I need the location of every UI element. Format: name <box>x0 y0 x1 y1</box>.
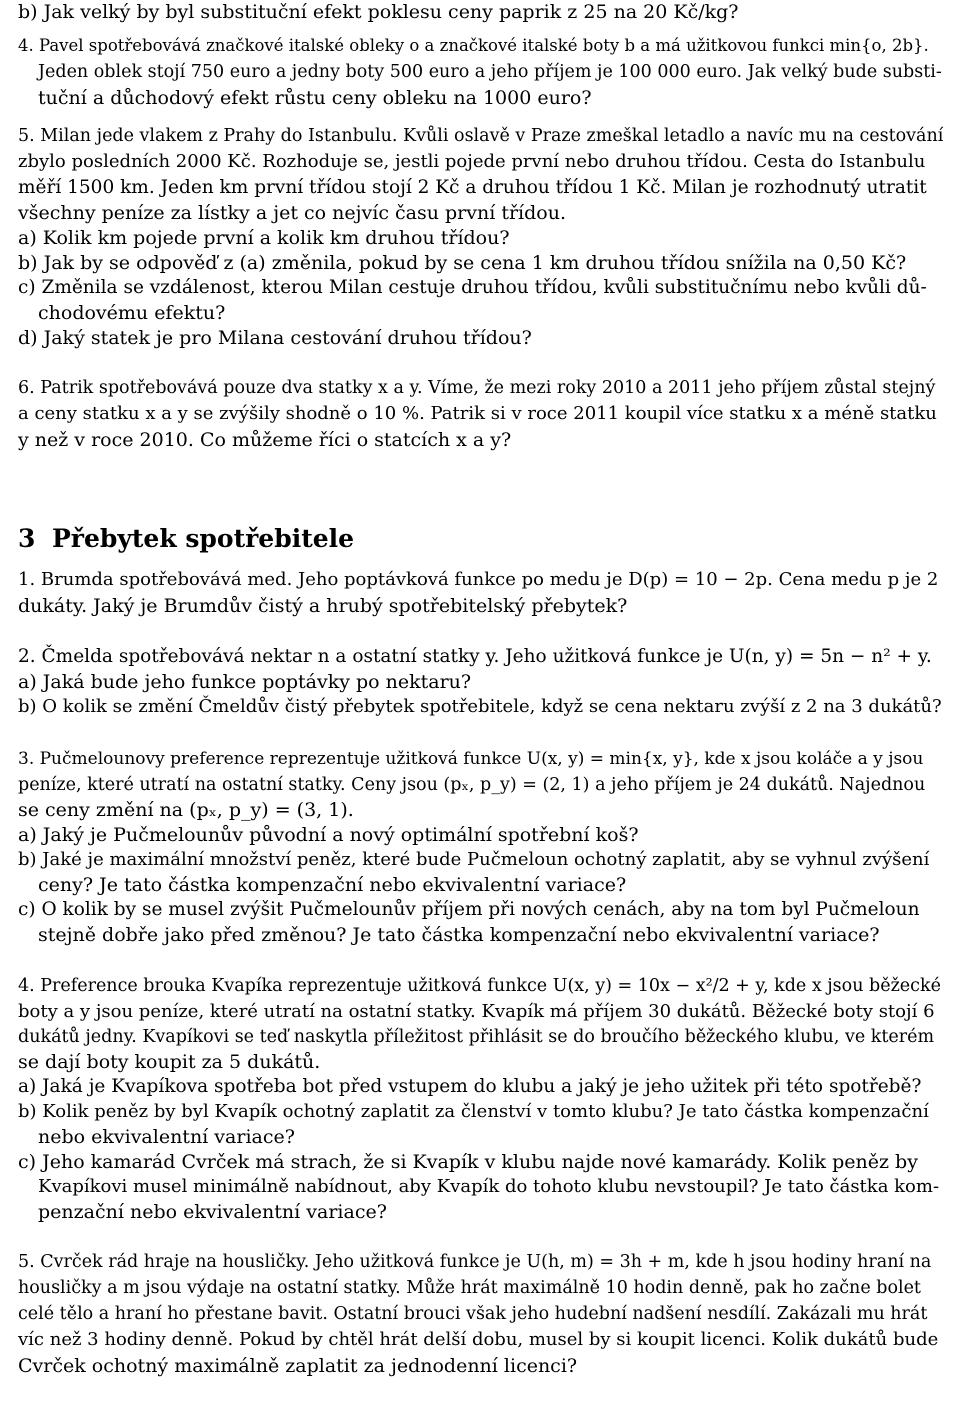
text-line: b) Jaké je maximální množství peněz, které bude Pučmeloun ochotný zaplatit, aby se vyhnul zvýšení <box>18 849 930 870</box>
text-line: všechny peníze za lístky a jet co nejvíc času první třídou. <box>18 202 566 224</box>
text-line: chodovému efektu? <box>38 302 226 324</box>
section-number: 3 <box>18 524 36 553</box>
section-title: Přebytek spotřebitele <box>52 524 355 553</box>
text-line: 3. Pučmelounovy preference reprezentuje užitková funkce U(x, y) = min{x, y}, kde x jsou koláče a y jsou <box>18 749 924 769</box>
text-line: c) Jeho kamarád Cvrček má strach, že si Kvapík v klubu najde nové kamarády. Kolik peněz by <box>18 1151 918 1173</box>
text-line: boty a y jsou peníze, které utratí na ostatní statky. Kvapík má příjem 30 dukátů. Běžecké boty stojí 6 <box>18 1001 935 1022</box>
text-line: se dají boty koupit za 5 dukátů. <box>18 1051 321 1073</box>
section-heading <box>18 524 354 554</box>
text-line: měří 1500 km. Jeden km první třídou stojí 2 Kč a druhou třídou 1 Kč. Milan je rozhodnutý utratit <box>18 177 927 198</box>
text-line: d) Jaký statek je pro Milana cestování druhou třídou? <box>18 327 532 349</box>
text-line: celé tělo a hraní ho přestane bavit. Ostatní brouci však jeho hudební nadšení nesdílí. Zakázali mu hrát <box>18 1304 928 1324</box>
text-line: a ceny statku x a y se zvýšily shodně o 10 %. Patrik si v roce 2011 koupil více statku x a méně statku <box>18 403 937 424</box>
text-line: 6. Patrik spotřebovává pouze dva statky x a y. Víme, že mezi roky 2010 a 2011 jeho příjem zůstal stejný <box>18 378 936 398</box>
text-line: tuční a důchodový efekt růstu ceny obleku na 1000 euro? <box>38 87 592 109</box>
text-line: nebo ekvivalentní variace? <box>38 1126 295 1148</box>
text-line: a) Kolik km pojede první a kolik km druhou třídou? <box>18 227 510 249</box>
text-line: b) Jak by se odpověď z (a) změnila, pokud by se cena 1 km druhou třídou snížila na 0,50 Kč? <box>18 252 907 274</box>
text-line: se ceny změní na (pₓ, p_y) = (3, 1). <box>18 799 354 821</box>
text-line: 5. Cvrček rád hraje na housličky. Jeho užitková funkce je U(h, m) = 3h + m, kde h jsou hodiny hraní na <box>18 1252 932 1272</box>
text-line: 5. Milan jede vlakem z Prahy do Istanbulu. Kvůli oslavě v Praze zmeškal letadlo a navíc mu na cestování <box>18 126 944 146</box>
text-line: 1. Brumda spotřebovává med. Jeho poptávková funkce po medu je D(p) = 10 − 2p. Cena medu p je 2 <box>18 569 939 590</box>
text-line: b) O kolik se změní Čmeldův čistý přebytek spotřebitele, když se cena nektaru zvýší z 2 na 3 dukátů? <box>18 696 942 717</box>
text-line: Kvapíkovi musel minimálně nabídnout, aby Kvapík do tohoto klubu nevstoupil? Je tato částka kom- <box>38 1176 940 1197</box>
text-line: 4. Preference brouka Kvapíka reprezentuje užitková funkce U(x, y) = 10x − x²/2 + y, kde x jsou běžecké <box>18 976 941 996</box>
text-line: víc než 3 hodiny denně. Pokud by chtěl hrát delší dobu, musel by si koupit licenci. Kolik dukátů bude <box>18 1329 939 1350</box>
text-line: y než v roce 2010. Co můžeme říci o statcích x a y? <box>18 429 512 451</box>
text-line: b) Jak velký by byl substituční efekt poklesu ceny paprik z 25 na 20 Kč/kg? <box>18 1 739 23</box>
text-line: Cvrček ochotný maximálně zaplatit za jednodenní licenci? <box>18 1355 578 1377</box>
text-line: 4. Pavel spotřebovává značkové italské obleky o a značkové italské boty b a má užitkovou funkci min{o, 2b}. <box>18 36 929 55</box>
text-line: dukáty. Jaký je Brumdův čistý a hrubý spotřebitelský přebytek? <box>18 595 628 617</box>
text-line: housličky a m jsou výdaje na ostatní statky. Může hrát maximálně 10 hodin denně, pak ho začne bolet <box>18 1278 921 1298</box>
text-line: ceny? Je tato částka kompenzační nebo ekvivalentní variace? <box>38 874 627 896</box>
text-line: b) Kolik peněz by byl Kvapík ochotný zaplatit za členství v tomto klubu? Je tato částka kompenzační <box>18 1101 929 1122</box>
text-line: penzační nebo ekvivalentní variace? <box>38 1201 387 1223</box>
text-line: 2. Čmelda spotřebovává nektar n a ostatní statky y. Jeho užitková funkce je U(n, y) = 5n − n² + y. <box>18 646 932 667</box>
text-line: stejně dobře jako před změnou? Je tato částka kompenzační nebo ekvivalentní variace? <box>38 924 880 946</box>
text-line: Jeden oblek stojí 750 euro a jedny boty 500 euro a jeho příjem je 100 000 euro. Jak velký bude substi- <box>38 62 942 82</box>
text-line: dukátů jedny. Kvapíkovi se teď naskytla příležitost přihlásit se do broučího běžeckého klubu, ve kterém <box>18 1027 935 1047</box>
text-line: a) Jaká je Kvapíkova spotřeba bot před vstupem do klubu a jaký je jeho užitek při této spotřebě? <box>18 1076 922 1097</box>
text-line: a) Jaký je Pučmelounův původní a nový optimální spotřební koš? <box>18 824 639 846</box>
text-line: a) Jaká bude jeho funkce poptávky po nektaru? <box>18 671 472 693</box>
text-line: c) O kolik by se musel zvýšit Pučmelounův příjem při nových cenách, aby na tom byl Pučmeloun <box>18 899 920 920</box>
text-line: peníze, které utratí na ostatní statky. Ceny jsou (pₓ, p_y) = (2, 1) a jeho příjem je 24 dukátů. Najednou <box>18 775 926 795</box>
text-line: zbylo posledních 2000 Kč. Rozhoduje se, jestli pojede první nebo druhou třídou. Cesta do Istanbulu <box>18 151 926 172</box>
text-line: c) Změnila se vzdálenost, kterou Milan cestuje druhou třídou, kvůli substitučnímu nebo kvůli dů- <box>18 277 927 298</box>
